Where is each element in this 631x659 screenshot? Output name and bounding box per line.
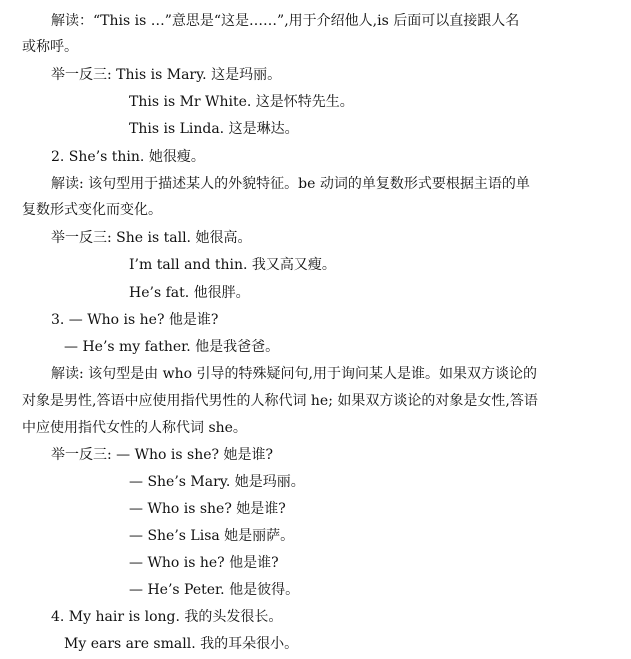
example-2-1: 举一反三: She is tall. 她很高。 [51,230,252,246]
explain-1-line-2: 或称呼。 [22,39,78,55]
section-4-second: My ears are small. 我的耳朵很小。 [64,636,299,652]
example-1-1: 举一反三: This is Mary. 这是玛丽。 [51,67,282,83]
example-3-1: 举一反三: — Who is she? 她是谁? [51,447,273,463]
section-2-heading: 2. She’s thin. 她很瘦。 [51,149,205,165]
explain-1-line-1: 解读：“This is …”意思是“这是……”,用于介绍他人,is 后面可以直接跟人名 [51,13,520,29]
example-1-2: This is Mr White. 这是怀特先生。 [129,94,354,110]
explain-3-line-2: 对象是男性,答语中应使用指代男性的人称代词 he; 如果双方谈论的对象是女性,答语 [22,393,538,409]
explain-3-line-3: 中应使用指代女性的人称代词 she。 [22,420,247,436]
example-2-2: I’m tall and thin. 我又高又瘦。 [129,257,336,273]
example-2-3: He’s fat. 他很胖。 [129,285,250,301]
example-3-2: — She’s Mary. 她是玛丽。 [129,474,305,490]
example-1-3: This is Linda. 这是琳达。 [129,121,299,137]
explain-2-line-2: 复数形式变化而变化。 [22,202,162,218]
section-3-answer: — He’s my father. 他是我爸爸。 [64,339,280,355]
section-3-heading: 3. — Who is he? 他是谁? [51,312,219,328]
example-3-5: — Who is he? 他是谁? [129,555,279,571]
example-3-4: — She’s Lisa 她是丽萨。 [129,528,295,544]
example-3-3: — Who is she? 她是谁? [129,501,286,517]
explain-2-line-1: 解读: 该句型用于描述某人的外貌特征。be 动词的单复数形式要根据主语的单 [51,176,530,192]
example-3-6: — He’s Peter. 他是彼得。 [129,582,300,598]
section-4-heading: 4. My hair is long. 我的头发很长。 [51,609,283,625]
explain-3-line-1: 解读: 该句型是由 who 引导的特殊疑问句,用于询问某人是谁。如果双方谈论的 [51,366,537,382]
